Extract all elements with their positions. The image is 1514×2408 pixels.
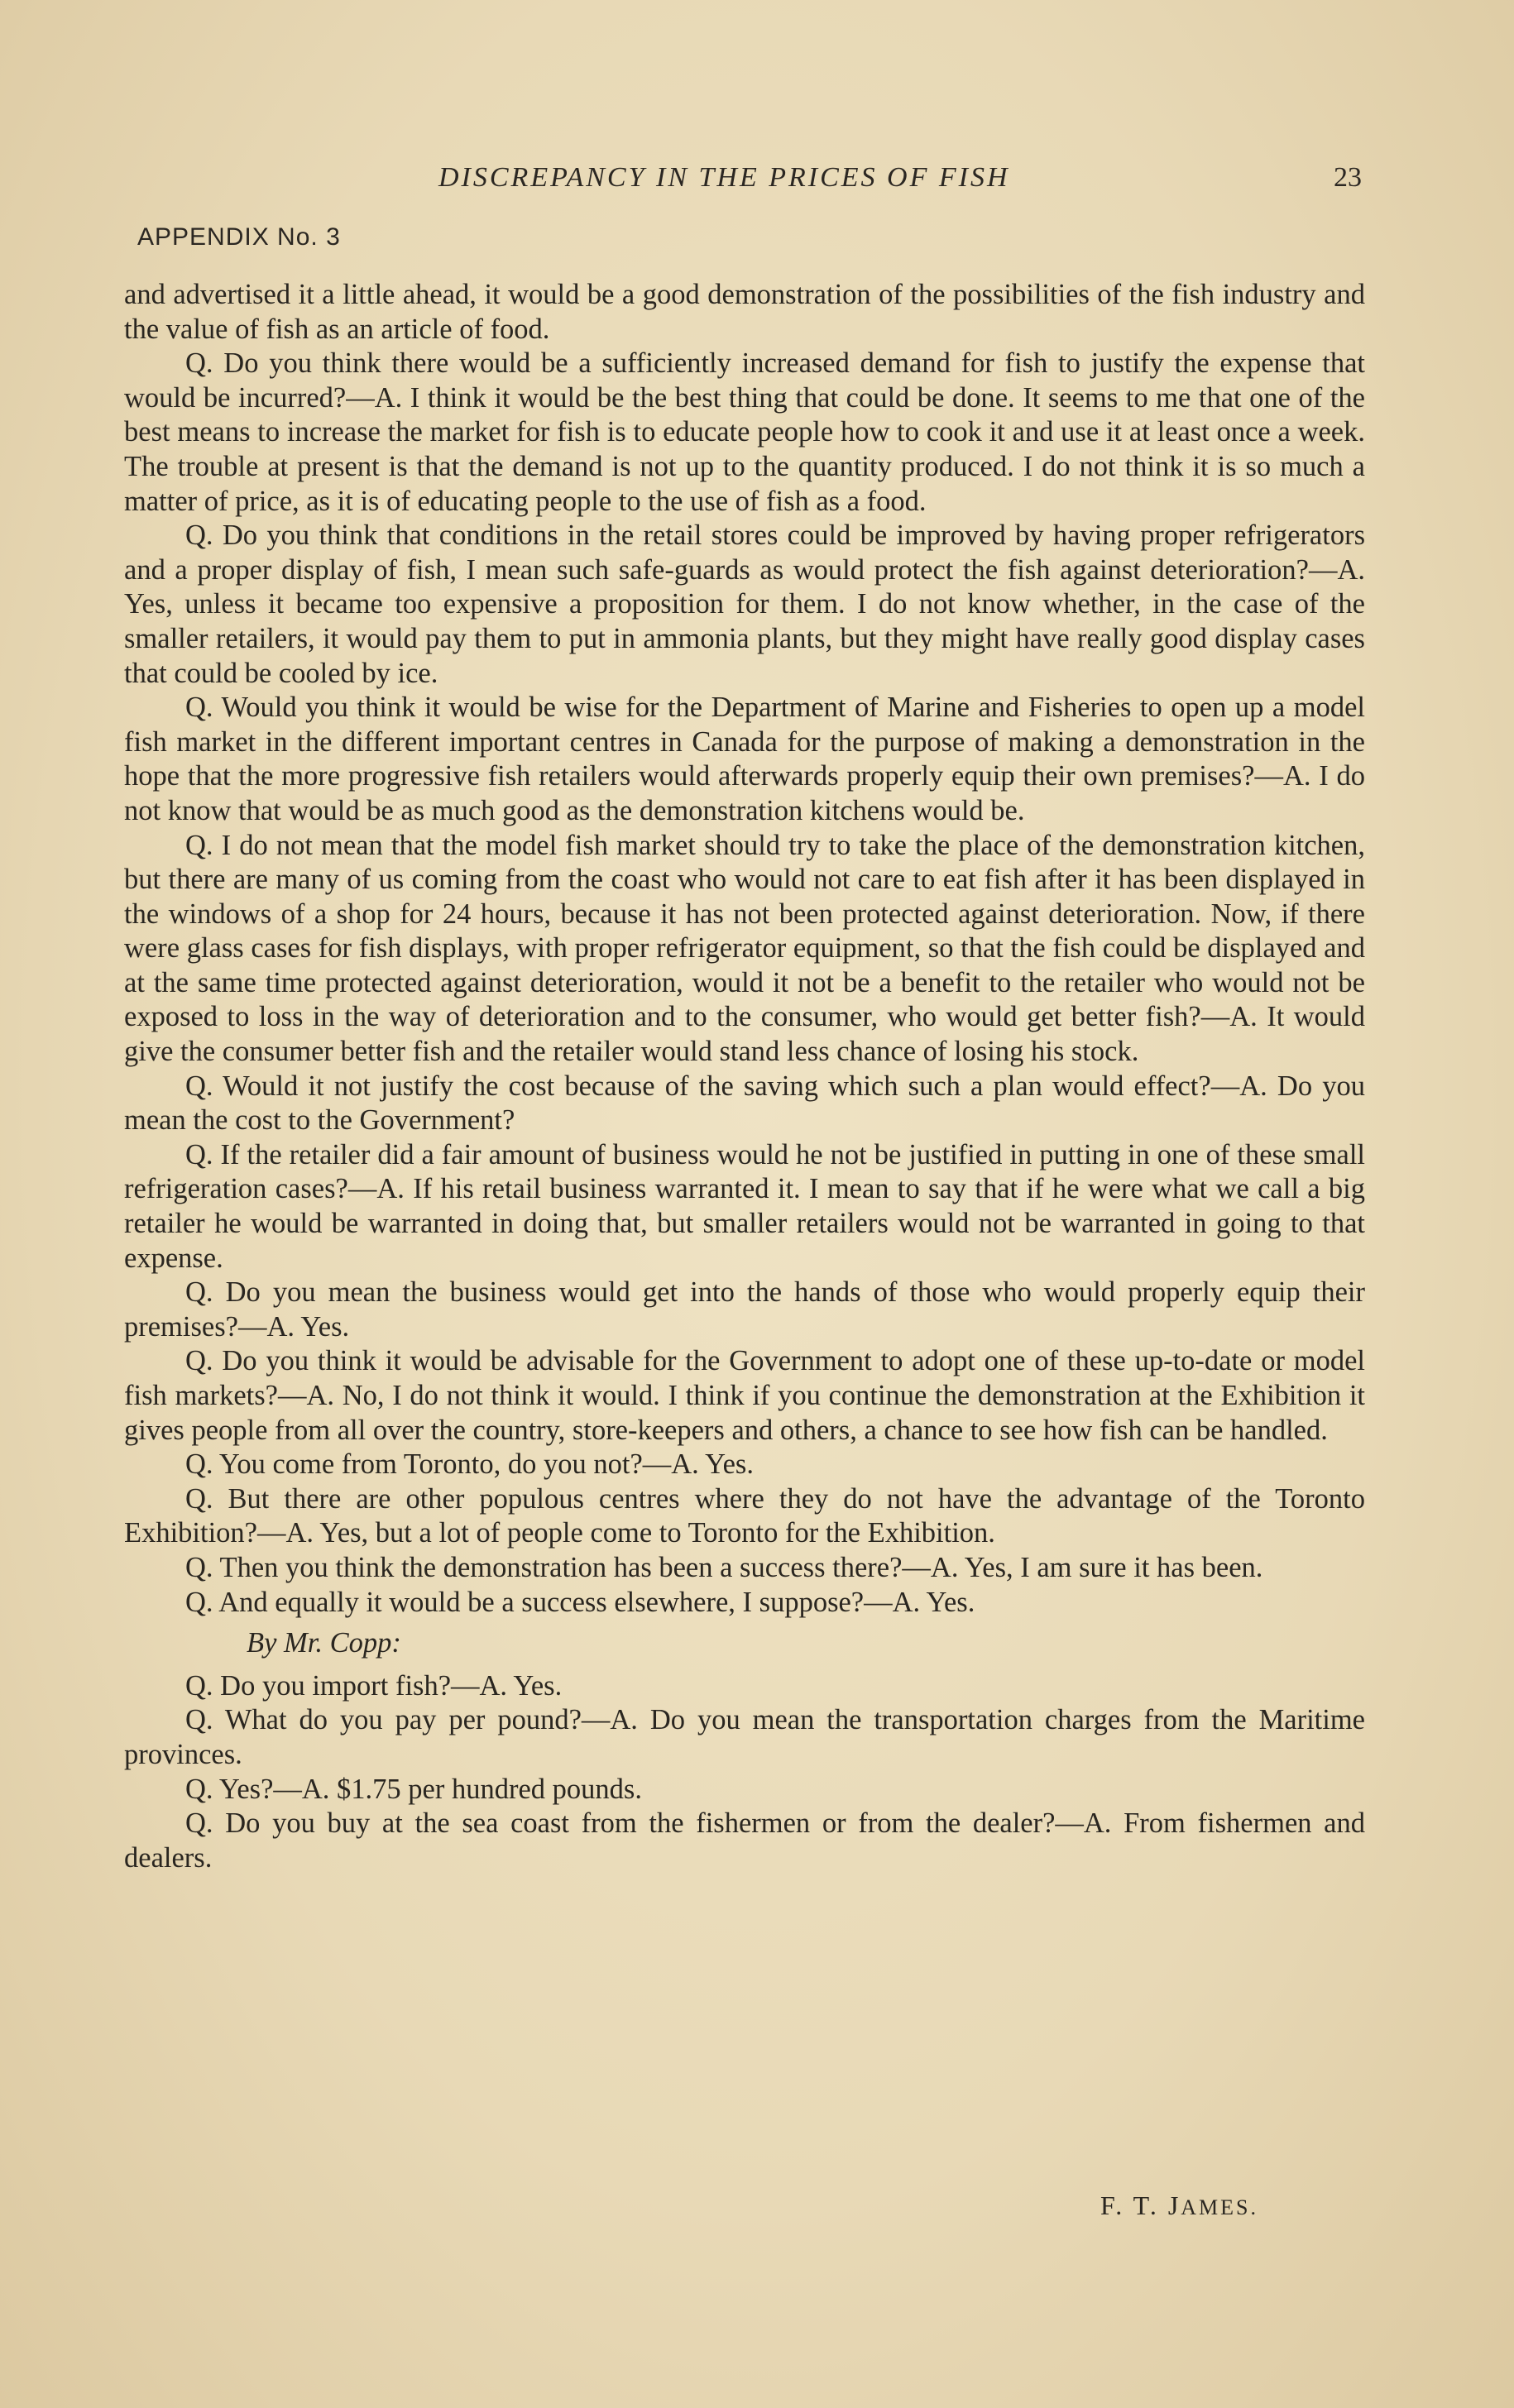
body-text	[124, 278, 1365, 1875]
paragraph: Q. Do you import fish?—A. Yes.	[185, 1669, 563, 1702]
signature-surname: AMES.	[1181, 2195, 1259, 2219]
paragraph: Q. If the retailer did a fair amount of business would he not be justified in putting in one of these small refrigeration cases?—A. If his retail business warranted it. I mean to say that if he were what we call a big retailer he would be warranted in doing that, but smaller retailers would not be warranted in going to that expense.	[124, 1138, 1365, 1274]
paragraph: Q. Would it not justify the cost because of the saving which such a plan would effect?—A. Do you mean the cost to the Government?	[124, 1070, 1365, 1137]
paragraph: Q. Then you think the demonstration has been a success there?—A. Yes, I am sure it has been.	[185, 1551, 1263, 1583]
appendix-label: APPENDIX No. 3	[137, 223, 341, 251]
paragraph: Q. Would you think it would be wise for the Department of Marine and Fisheries to open up a model fish market in the different important centres in Canada for the purpose of making a demonstration in the hope that the more progressive fish retailers would afterwards properly equip their own premises?—A. I do not know that would be as much good as the demonstration kitchens would be.	[124, 692, 1365, 826]
signature-initials: F. T. J	[1100, 2190, 1181, 2220]
paragraph: Q. What do you pay per pound?—A. Do you mean the transportation charges from the Maritime provinces.	[124, 1704, 1365, 1770]
paragraph: Q. I do not mean that the model fish market should try to take the place of the demonstration kitchen, but there are many of us coming from the coast who would not care to eat fish after it has been displayed in the windows of a shop for 24 hours, because it has not been protected against deterioration. Now, if there were glass cases for fish displays, with proper refrigerator equipment, so that the fish could be displayed and at the same time protected against deterioration, would it not be a benefit to the retailer who would not be exposed to loss in the way of deterioration and to the consumer, who would get better fish?—A. It would give the consumer better fish and the retailer would stand less chance of losing his stock.	[124, 829, 1365, 1068]
paragraph: Q. Do you think there would be a sufficiently increased demand for fish to justify the expense that would be incurred?—A. I think it would be the best thing that could be done. It seems to me that one of the best means to increase the market for fish is to educate people how to cook it and use it at least once a week. The trouble at present is that the demand is not up to the quantity produced. I do not think it is so much a matter of price, as it is of educating people to the use of fish as a food.	[124, 347, 1365, 517]
paragraph: Q. Do you buy at the sea coast from the fishermen or from the dealer?—A. From fishermen and dealers.	[124, 1807, 1365, 1874]
page-number: 23	[1334, 162, 1362, 193]
paragraph: Q. Do you think it would be advisable for the Government to adopt one of these up-to-date or model fish markets?—A. No, I do not think it would. I think if you continue the demonstration at the Exhibition it gives people from all over the country, store-keepers and others, a chance to see how fish can be handled.	[124, 1345, 1365, 1446]
speaker-heading: By Mr. Copp:	[247, 1627, 401, 1659]
paragraph: Q. Do you think that conditions in the retail stores could be improved by having proper refrigerators and a proper display of fish, I mean such safe-guards as would protect the fish against deterioration?—A. Yes, unless it became too expensive a proposition for them. I do not know whether, in the case of the smaller retailers, it would pay them to put in ammonia plants, but they might have really good display cases that could be cooled by ice.	[124, 519, 1365, 689]
paragraph: Q. Do you mean the business would get into the hands of those who would properly equip their premises?—A. Yes.	[124, 1276, 1365, 1343]
paragraph: Q. Yes?—A. $1.75 per hundred pounds.	[185, 1773, 642, 1805]
running-head: DISCREPANCY IN THE PRICES OF FISH	[438, 162, 1010, 193]
signature	[1100, 2190, 1258, 2221]
paragraph: Q. And equally it would be a success elsewhere, I suppose?—A. Yes.	[185, 1586, 975, 1618]
paragraph: and advertised it a little ahead, it would be a good demonstration of the possibilities of the fish industry and the value of fish as an article of food.	[124, 279, 1365, 345]
paragraph: Q. But there are other populous centres where they do not have the advantage of the Toronto Exhibition?—A. Yes, but a lot of people come to Toronto for the Exhibition.	[124, 1482, 1365, 1549]
paragraph: Q. You come from Toronto, do you not?—A. Yes.	[185, 1448, 754, 1481]
